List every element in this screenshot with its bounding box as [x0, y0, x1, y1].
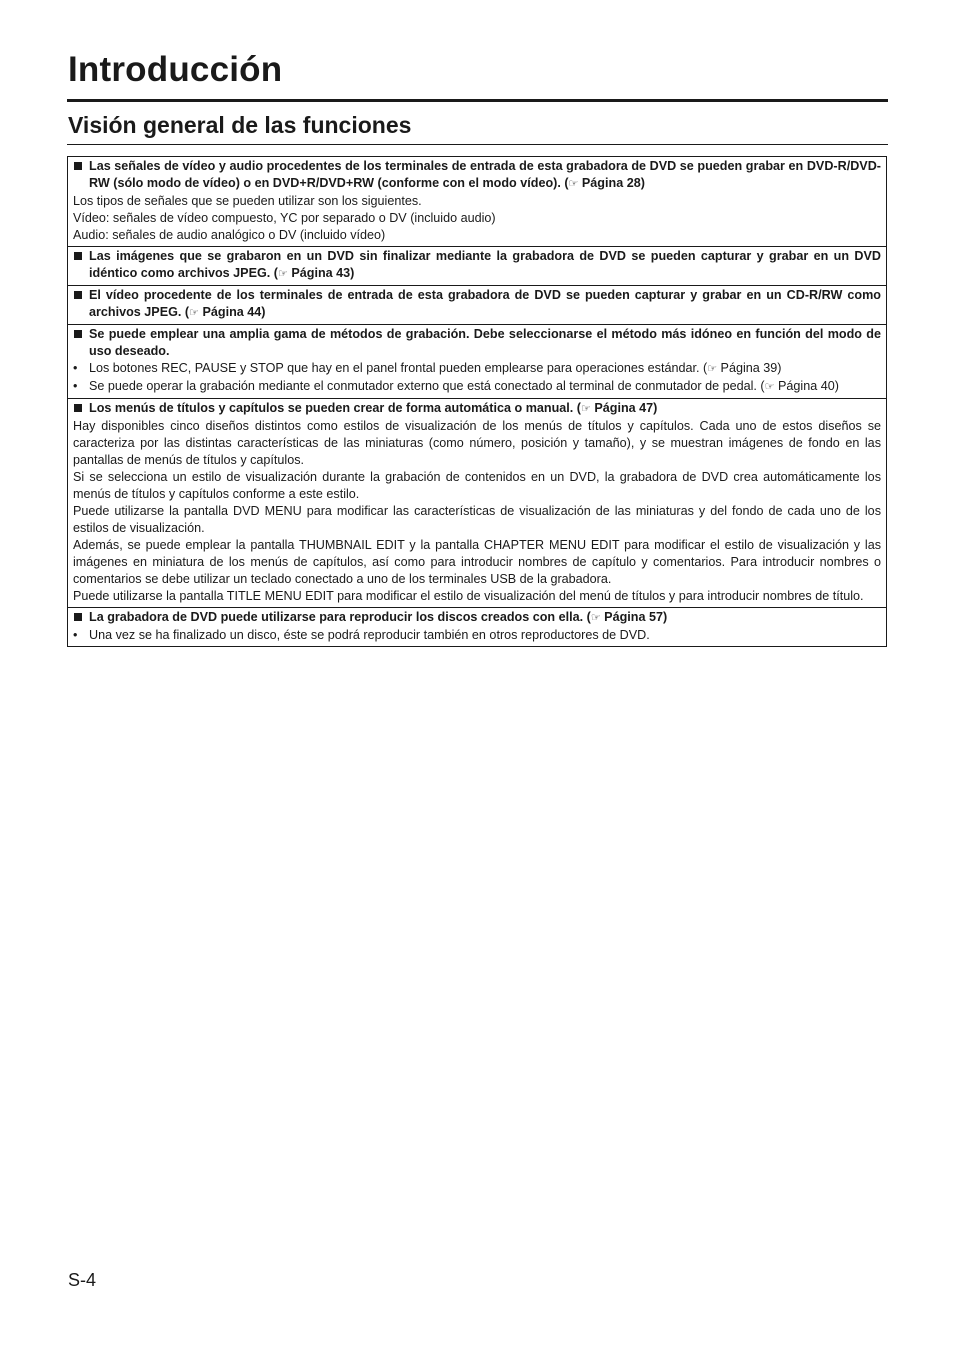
feature-paragraph: Hay disponibles cinco diseños distintos como estilos de visualización de los menús de títulos y capítulos. Cada uno de estos diseños se caracteriza por las distintas características de las miniaturas (como número, posición y tamaño), y se muestran imágenes de fondo en las pantallas de menús de títulos y capítulos. [73, 419, 881, 467]
feature-row [68, 399, 887, 608]
reference-hand-icon: ☞ [707, 363, 718, 375]
page-number: S-4 [68, 1270, 97, 1290]
feature-cell [68, 325, 887, 399]
feature-row [68, 286, 887, 325]
reference-hand-icon: ☞ [580, 403, 591, 415]
dot-bullet-icon: • [73, 361, 78, 375]
reference-hand-icon: ☞ [764, 381, 775, 393]
feature-cell [68, 399, 887, 608]
feature-row [68, 325, 887, 399]
feature-heading: Las señales de vídeo y audio procedentes de los terminales de entrada de esta grabadora de DVD se pueden grabar en DVD-R/DVD-RW (sólo modo de vídeo) o en DVD+R/DVD+RW (conforme con el modo vídeo). (☞ Página 28) [73, 158, 881, 193]
feature-bullet: • Se puede operar la grabación mediante el conmutador externo que está conectado al terminal de conmutador de pedal. (☞ Página 40) [73, 379, 839, 393]
feature-paragraph: Puede utilizarse la pantalla DVD MENU para modificar las características de visualización de las miniaturas y del fondo de cada uno de los estilos de visualización. [73, 504, 881, 535]
title-rule [67, 99, 888, 102]
dot-bullet-icon: • [73, 379, 78, 393]
square-bullet-icon [74, 404, 82, 412]
feature-cell [68, 286, 887, 325]
feature-bullet: • Una vez se ha finalizado un disco, éste se podrá reproducir también en otros reproductores de DVD. [73, 628, 650, 642]
section-title: Visión general de las funciones [68, 112, 412, 138]
section-rule [67, 144, 888, 145]
feature-paragraph: Vídeo: señales de vídeo compuesto, YC por separado o DV (incluido audio) [73, 211, 496, 225]
feature-paragraph: Los tipos de señales que se pueden utilizar son los siguientes. [73, 194, 422, 208]
feature-cell [68, 157, 887, 247]
reference-hand-icon: ☞ [590, 612, 601, 624]
reference-hand-icon: ☞ [277, 268, 288, 280]
feature-heading: El vídeo procedente de los terminales de entrada de esta grabadora de DVD se pueden capturar y grabar en un CD-R/RW como archivos JPEG. (☞ Página 44) [73, 287, 881, 322]
square-bullet-icon [74, 252, 82, 260]
feature-heading: Las imágenes que se grabaron en un DVD sin finalizar mediante la grabadora de DVD se pueden capturar y grabar en un DVD idéntico como archivos JPEG. (☞ Página 43) [73, 248, 881, 283]
square-bullet-icon [74, 291, 82, 299]
feature-paragraph: Si se selecciona un estilo de visualización durante la grabación de contenidos en un DVD, la grabadora de DVD crea automáticamente los menús de títulos y capítulos conforme a este estilo. [73, 470, 881, 501]
feature-bullet: • Los botones REC, PAUSE y STOP que hay en el panel frontal pueden emplearse para operaciones estándar. (☞ Página 39) [73, 361, 782, 375]
feature-heading: Se puede emplear una amplia gama de métodos de grabación. Debe seleccionarse el método más idóneo en función del modo de uso deseado. [73, 326, 881, 360]
square-bullet-icon [74, 330, 82, 338]
feature-row [68, 157, 887, 247]
reference-hand-icon: ☞ [568, 178, 579, 190]
feature-paragraph: Puede utilizarse la pantalla TITLE MENU EDIT para modificar el estilo de visualización del menú de títulos y para introducir nombres de título. [73, 589, 864, 603]
feature-cell [68, 608, 887, 647]
reference-hand-icon: ☞ [189, 307, 199, 319]
feature-paragraph: Además, se puede emplear la pantalla THUMBNAIL EDIT y la pantalla CHAPTER MENU EDIT para modificar el estilo de visualización y las imágenes en miniatura de los menús de capítulos, así como para introducir nombres de capítulo y comentarios. Para introducir nombres o comentarios se debe utilizar un teclado conectado a uno de los terminales USB de la grabadora. [73, 538, 881, 586]
dot-bullet-icon: • [73, 628, 78, 642]
feature-heading: Los menús de títulos y capítulos se pueden crear de forma automática o manual. (☞ Página 47) [73, 400, 881, 418]
feature-paragraph: Audio: señales de audio analógico o DV (incluido vídeo) [73, 228, 386, 242]
page-title: Introducción [68, 50, 283, 89]
square-bullet-icon [74, 613, 82, 621]
features-table [67, 156, 887, 647]
feature-row [68, 247, 887, 286]
feature-cell [68, 247, 887, 286]
feature-heading: La grabadora de DVD puede utilizarse para reproducir los discos creados con ella. (☞ Página 57) [73, 609, 881, 627]
feature-row [68, 608, 887, 647]
square-bullet-icon [74, 162, 82, 170]
